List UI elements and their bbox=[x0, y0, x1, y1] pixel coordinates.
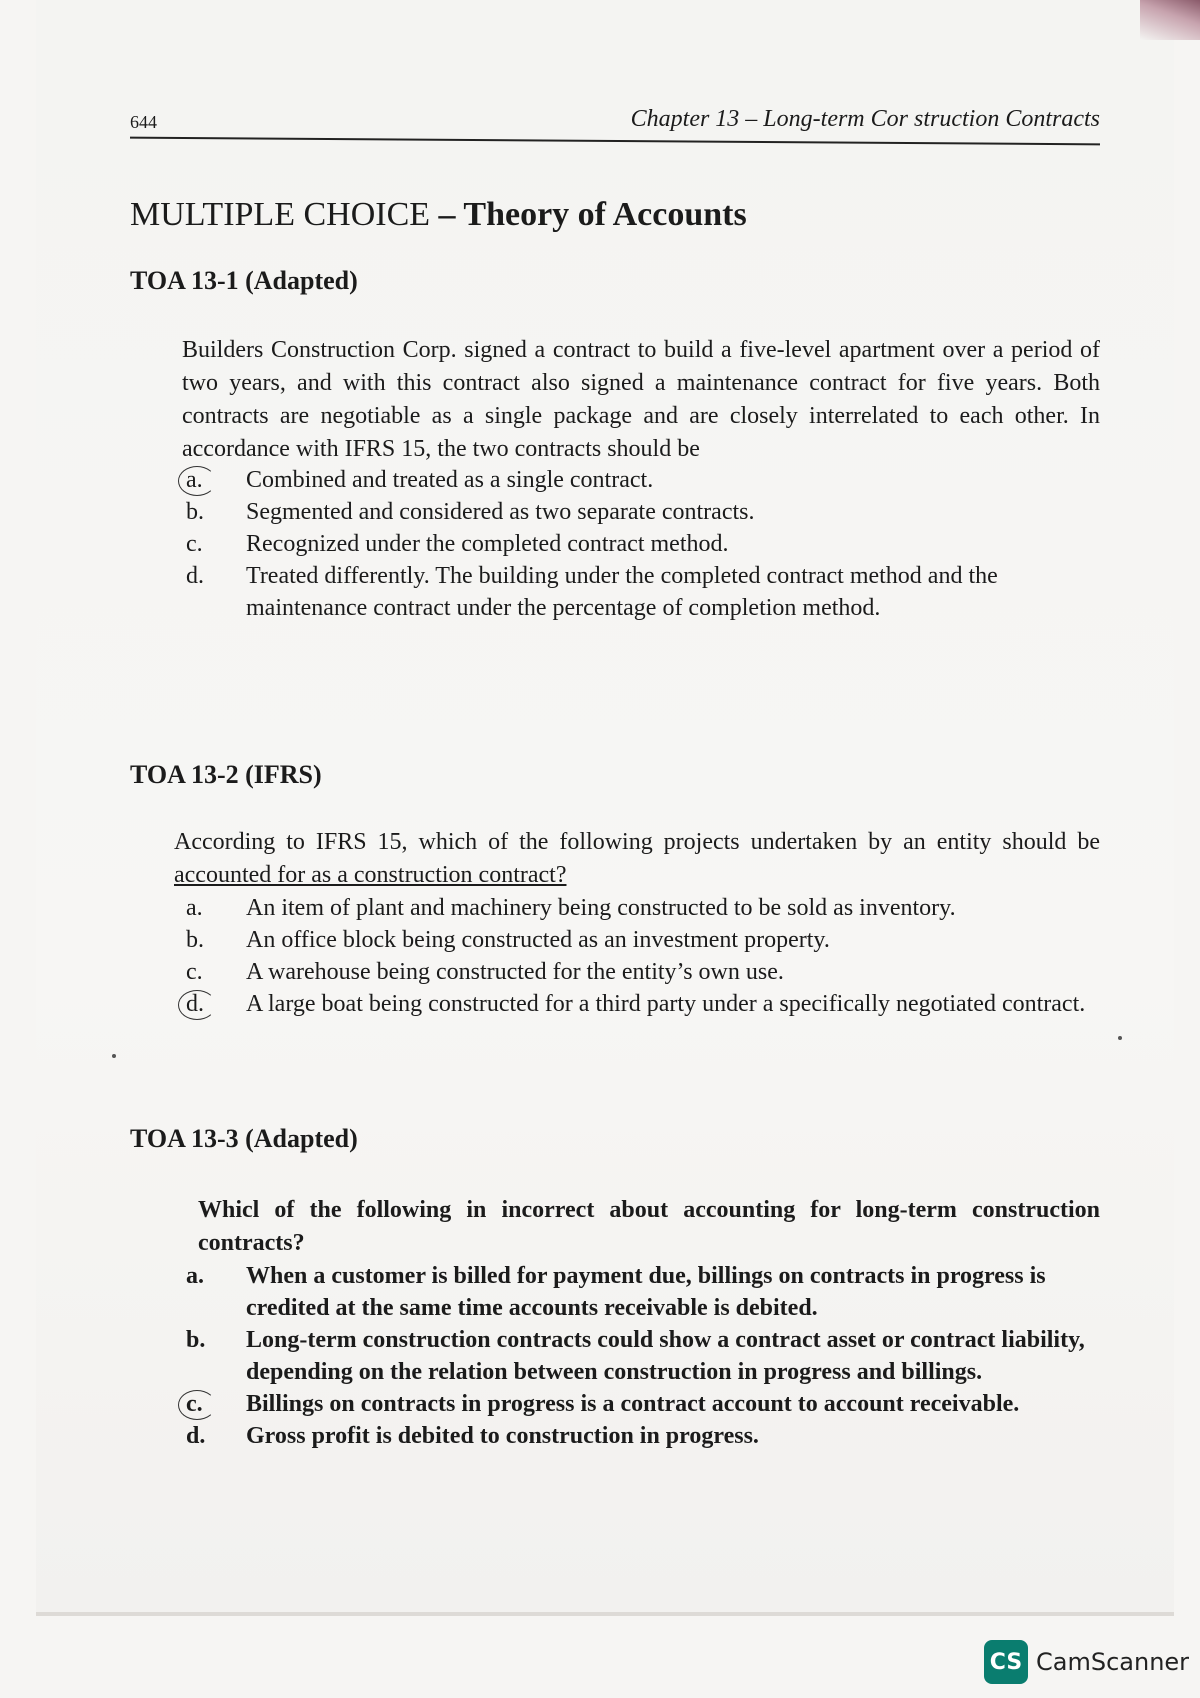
question-stem: Builders Construction Corp. signed a contract to build a five-level apartment over a period of two years, and with this contract also signed a maintenance contract for five years. Both contracts are negotiable as a single package and are closely interrelated to each other. In accordance with IFRS 15, the two contracts should be bbox=[182, 337, 1100, 462]
option-letter: d. bbox=[186, 1423, 206, 1449]
option-item bbox=[182, 988, 1100, 1020]
scan-edge bbox=[36, 1612, 1174, 1616]
option-list bbox=[182, 892, 1100, 1020]
running-title: Chapter 13 – Long-term Cor struction Contracts bbox=[630, 106, 1100, 132]
option-letter: a. bbox=[186, 895, 203, 921]
option-letter: c. bbox=[186, 959, 203, 985]
page-number: 644 bbox=[130, 112, 157, 132]
camscanner-name: CamScanner bbox=[1036, 1648, 1190, 1676]
option-text: A large boat being constructed for a third party under a specifically negotiated contract. bbox=[246, 991, 1086, 1017]
option-text: A warehouse being constructed for the entity’s own use. bbox=[246, 959, 784, 985]
option-text: Segmented and considered as two separate contracts. bbox=[246, 499, 755, 525]
option-item bbox=[182, 1324, 1100, 1388]
page-title bbox=[130, 196, 747, 234]
question-block bbox=[130, 266, 1100, 624]
stem-underlined: accounted for as a construction contract? bbox=[174, 862, 567, 888]
question-stem: Whicl of the following in incorrect about accounting for long-term construction contracts? bbox=[198, 1197, 1100, 1256]
option-item bbox=[182, 1388, 1100, 1420]
option-item bbox=[182, 464, 1100, 496]
question-stem bbox=[174, 826, 1100, 892]
option-text: When a customer is billed for payment due, billings on contracts in progress is credited at the same time accounts receivable is debited. bbox=[246, 1263, 1046, 1321]
option-list bbox=[182, 1260, 1100, 1452]
option-text: Billings on contracts in progress is a contract account to account receivable. bbox=[246, 1391, 1020, 1417]
option-letter: b. bbox=[186, 1327, 206, 1353]
option-item bbox=[182, 1260, 1100, 1324]
option-text: Gross profit is debited to construction in progress. bbox=[246, 1423, 759, 1449]
title-part2: – Theory of Accounts bbox=[430, 196, 747, 233]
camscanner-watermark bbox=[984, 1640, 1189, 1684]
option-letter-circled: c. bbox=[182, 1388, 246, 1420]
page-header bbox=[130, 104, 1100, 144]
option-list bbox=[182, 464, 1100, 624]
option-letter: b. bbox=[186, 927, 204, 953]
stray-mark bbox=[112, 1054, 116, 1058]
option-letter-circled: a. bbox=[182, 464, 246, 496]
option-text: An item of plant and machinery being constructed to be sold as inventory. bbox=[246, 895, 956, 921]
stem-text: According to IFRS 15, which of the following projects undertaken by an entity should be bbox=[174, 829, 1100, 855]
option-letter-circled: d. bbox=[182, 988, 246, 1020]
option-letter: b. bbox=[186, 499, 204, 525]
option-text: Recognized under the completed contract method. bbox=[246, 531, 729, 557]
option-letter: d. bbox=[186, 563, 204, 589]
question-block bbox=[130, 1124, 1100, 1452]
question-heading: TOA 13-2 (IFRS) bbox=[130, 760, 322, 789]
question-heading: TOA 13-3 (Adapted) bbox=[130, 1124, 358, 1153]
option-item bbox=[182, 560, 1100, 624]
option-item bbox=[182, 528, 1100, 560]
stray-mark bbox=[1118, 1036, 1122, 1040]
title-part1: MULTIPLE CHOICE bbox=[130, 196, 431, 233]
option-item bbox=[182, 892, 1100, 924]
option-item bbox=[182, 496, 1100, 528]
option-letter: a. bbox=[186, 1263, 204, 1289]
camscanner-icon: CS bbox=[984, 1640, 1028, 1684]
corner-shadow bbox=[1140, 0, 1200, 40]
question-block bbox=[130, 760, 1100, 1020]
option-item bbox=[182, 956, 1100, 988]
option-text: Combined and treated as a single contract. bbox=[246, 467, 654, 493]
option-text: An office block being constructed as an investment property. bbox=[246, 927, 830, 953]
option-item bbox=[182, 1420, 1100, 1452]
option-text: Long-term construction contracts could show a contract asset or contract liability, depending on the relation between construction in progress and billings. bbox=[246, 1327, 1085, 1385]
option-letter: c. bbox=[186, 531, 203, 557]
option-item bbox=[182, 924, 1100, 956]
question-heading: TOA 13-1 (Adapted) bbox=[130, 266, 358, 295]
option-text: Treated differently. The building under the completed contract method and the maintenance contract under the percentage of completion method. bbox=[246, 563, 998, 621]
